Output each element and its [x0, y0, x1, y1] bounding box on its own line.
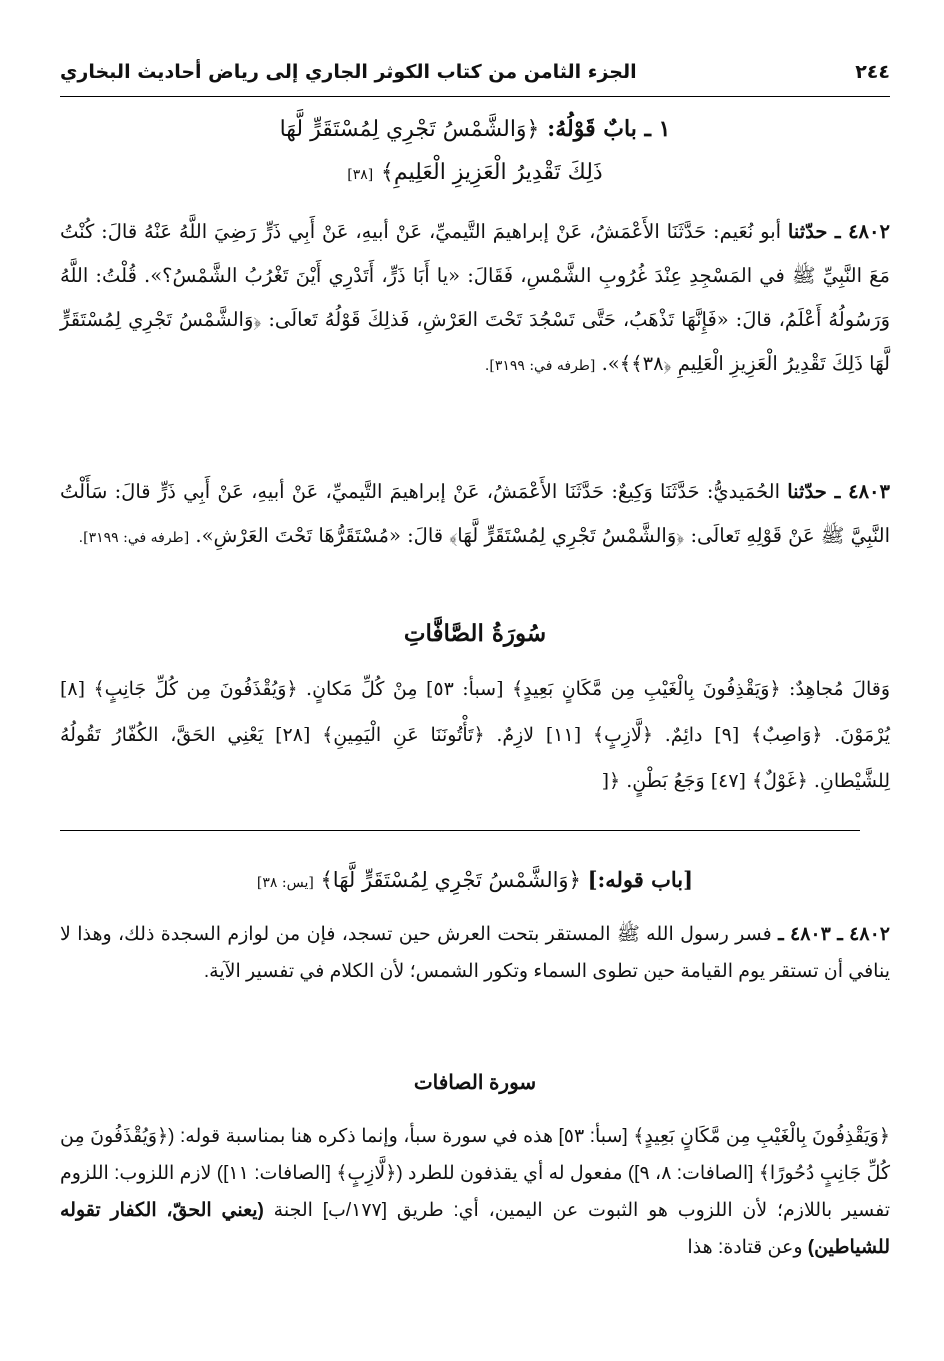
hadith-text: الحُمَيديُّ: حَدَّثَنَا وَكِيعٌ: حَدَّثَنَا الأَعْمَشُ، عَنْ إبراهيمَ التَّيميِّ، عَنْ أبيهِ، عَنْ أَبِي ذَرٍّ قالَ: سَأَلْتُ النَّبِيَّ ﷺ عَنْ قَوْلِهِ تَعالَى: ﴿وَالشَّمْسُ تَجْرِي لِمُسْتَقَرٍّ لَّهَا﴾ قالَ: «مُسْتَقَرُّهَا تَحْتَ العَرْشِ». — [60, 480, 890, 547]
hadith-4802 — [60, 210, 890, 388]
commentary-text-part1: ﴿وَيَقْذِفُونَ بِالْغَيْبِ مِن مَّكَانٍ بَعِيدٍ﴾ [سبأ: ٥٣] هذه في سورة سبأ، وإنما ذكره هنا بمناسبة قوله: (﴿وَيُقْذَفُونَ مِن كُلِّ جَانِبٍ دُحُورًا﴾ [الصافات: ٨، ٩]) مفعول له أي يقذفون للطرد (﴿لَّازِبٍ﴾ [الصافات: ١١]) لازم اللزوب: اللزوم تفسير باللازم؛ لأن اللزوب هو الثبوت عن اليمين، أي: طريق [١٧٧/ب] الجنة — [60, 1126, 891, 1221]
commentary-lead: ٤٨٠٢ ـ ٤٨٠٣ ـ — [778, 924, 890, 945]
chapter-number: ١ ـ بابٌ قَوْلُهُ: — [547, 116, 671, 142]
commentary-saffat — [60, 1118, 890, 1266]
commentary-bold-quote: (يعني الحقّ، الكفار تقوله للشياطين) — [60, 1200, 890, 1258]
chapter-verse-line1: ﴿وَالشَّمْسُ تَجْرِي لِمُسْتَقَرٍّ لَّهَا — [279, 117, 540, 142]
chapter-verse-line2: ذَلِكَ تَقْدِيرُ الْعَزِيزِ الْعَلِيمِ﴾ — [380, 160, 603, 185]
chapter-verse-ref: [٣٨] — [347, 167, 374, 183]
chapter-heading — [60, 108, 890, 196]
hadith-lead: ٤٨٠٣ ـ حدّثنا — [787, 480, 890, 503]
running-header — [60, 52, 890, 92]
book-title: الجزء الثامن من كتاب الكوثر الجاري إلى رياض أحاديث البخاري — [60, 61, 637, 83]
header-divider — [60, 96, 890, 97]
surah-title: سُورَةُ الصَّافَّاتِ — [403, 620, 547, 647]
commentary-surah-title: سورة الصافات — [413, 1072, 537, 1094]
commentary-text: فسر رسول الله ﷺ المستقر بتحت العرش حين تسجد، فإن من لوازم السجدة ذلك، وهذا لا ينافي أن تستقر يوم القيامة حين تطوى السماء وتكور الشمس؛ لأن الكلام في تفسير الآية. — [60, 924, 890, 982]
commentary-verse: ﴿وَالشَّمْسُ تَجْرِي لِمُسْتَقَرٍّ لَّهَا﴾ — [320, 868, 581, 892]
tarafuh-ref: [طرفه في: ٣١٩٩]. — [78, 530, 190, 546]
commentary-heading — [60, 860, 890, 903]
hadith-lead: ٤٨٠٢ ـ حدّثنا — [787, 220, 890, 243]
commentary-text-part2: وعن قتادة: هذا — [687, 1237, 803, 1258]
hadith-text: أبو نُعَيم: حَدَّثَنَا الأَعْمَشُ، عَنْ إبراهيمَ التَّيميِّ، عَنْ أبيهِ، عَنْ أَبِي ذَرٍّ رَضِيَ اللَّهُ عَنْهُ قالَ: كُنْتُ مَعَ النَّبِيِّ ﷺ في المَسْجِدِ عِنْدَ غُرُوبِ الشَّمْسِ، فَقَالَ: «يا أَبَا ذَرٍّ، أَتَدْرِي أَيْنَ تَغْرُبُ الشَّمْسُ؟». قُلْتُ: اللَّهُ وَرَسُولُهُ أَعْلَمُ، قالَ: «فَإِنَّهَا تَذْهَبُ، حَتَّى تَسْجُدَ تَحْتَ العَرْشِ، فَذلِكَ قَوْلُهُ تَعالَى: ﴿وَالشَّمْسُ تَجْرِي لِمُسْتَقَرٍّ لَّهَا ذَلِكَ تَقْدِيرُ الْعَزِيزِ الْعَلِيمِ ﴿٣٨﴾﴾». — [60, 220, 890, 375]
commentary-verse-ref: [يس: ٣٨] — [256, 875, 314, 891]
page-number: ٢٤٤ — [855, 61, 890, 83]
tarafuh-ref: [طرفه في: ٣١٩٩]. — [484, 358, 596, 374]
page — [60, 30, 890, 1350]
section-divider — [60, 830, 860, 831]
mujahid-glosses: وَقالَ مُجاهِدٌ: ﴿وَيَقْذِفُونَ بِالْغَيْبِ مِن مَّكَانٍ بَعِيدٍ﴾ [سبأ: ٥٣] مِنْ كُلِّ مَكانٍ. ﴿وَيُقْذَفُونَ مِن كُلِّ جَانِبٍ﴾ [٨] يُرْمَوْنَ. ﴿وَاصِبٌ﴾ [٩] دائِمٌ. ﴿لَّازِبٍ﴾ [١١] لازِمٌ. ﴿تَأْتُونَنَا عَنِ الْيَمِينِ﴾ [٢٨] يَعْنِي الحَقَّ، الكُفّارُ تَقُولُهُ لِلشَّيْطانِ. ﴿غَوْلٌ﴾ [٤٧] وَجَعُ بَطْنٍ. ﴿[ — [60, 678, 890, 792]
commentary-4802-4803 — [60, 916, 890, 990]
hadith-4803 — [60, 470, 890, 560]
commentary-bab: [باب قوله:] — [587, 867, 694, 892]
